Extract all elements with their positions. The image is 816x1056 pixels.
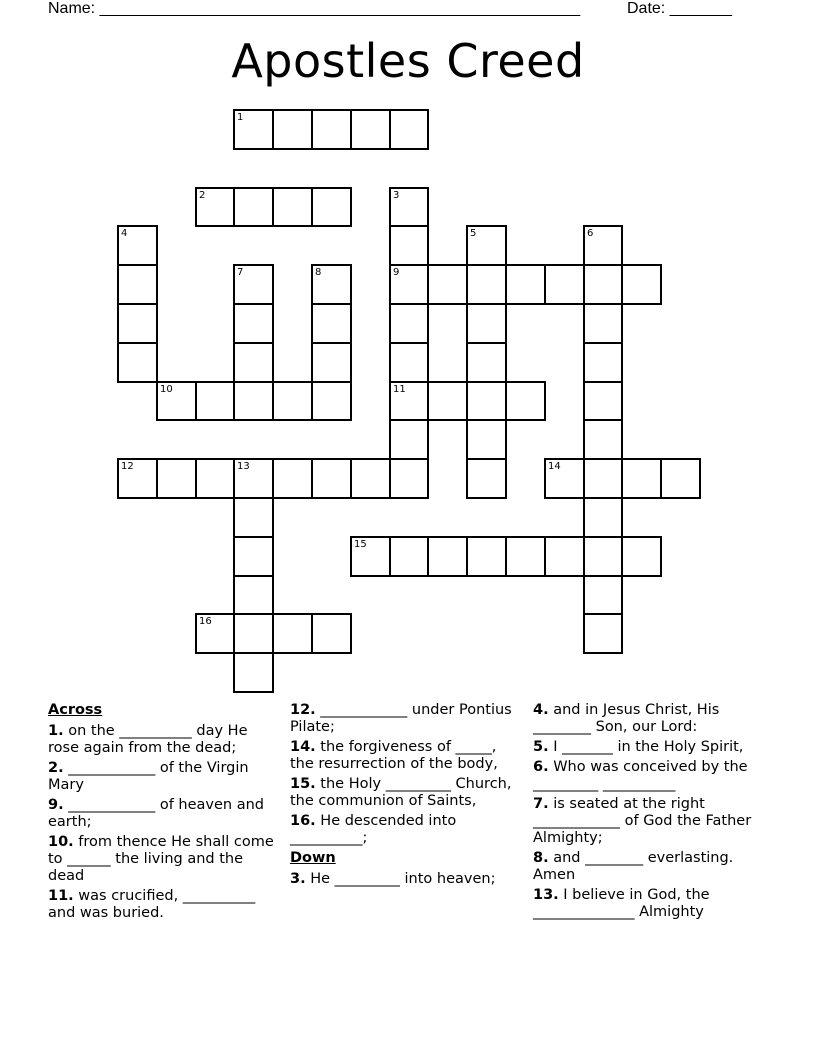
clue-number: 10. [48,834,74,850]
grid-cell[interactable] [427,536,468,577]
clue-text: He _________ into heaven; [310,871,496,887]
clue-across-10 [48,834,280,885]
grid-cell[interactable] [156,381,197,421]
grid-cell[interactable] [195,458,235,499]
cell-number: 13 [237,461,250,472]
cell-number: 11 [393,384,406,395]
grid-cell[interactable] [233,575,274,615]
grid-cell[interactable] [583,225,623,266]
grid-cell[interactable] [466,458,507,499]
grid-cell[interactable] [233,497,274,538]
grid-cell[interactable] [389,381,429,421]
cell-number: 10 [160,384,173,395]
clue-text: on the __________ day He rose again from the dead; [48,723,248,756]
grid-cell[interactable] [427,264,468,305]
name-field[interactable]: Name: ______________________________________________________ [48,0,581,17]
clue-text: I _______ in the Holy Spirit, [553,739,744,755]
grid-cell[interactable] [272,458,313,499]
clue-number: 8. [533,850,549,866]
clue-number: 3. [290,871,306,887]
grid-cell[interactable] [583,264,623,305]
grid-cell[interactable] [311,109,352,150]
grid-cell[interactable] [389,419,429,460]
cell-number: 3 [393,190,400,201]
grid-cell[interactable] [272,109,313,150]
clue-across-15 [290,776,515,810]
grid-cell[interactable] [466,225,507,266]
clue-text: and in Jesus Christ, His ________ Son, our Lord: [533,702,720,735]
cell-number: 4 [121,228,128,239]
cell-number: 9 [393,267,400,278]
grid-cell[interactable] [311,342,352,383]
grid-cell[interactable] [195,187,235,227]
grid-cell[interactable] [505,381,546,421]
grid-cell[interactable] [311,381,352,421]
cell-number: 14 [548,461,561,472]
grid-cell[interactable] [272,381,313,421]
clue-down-4 [533,702,758,736]
grid-cell[interactable] [117,264,158,305]
clues-column-1 [48,702,280,925]
grid-cell[interactable] [583,613,623,654]
clue-text: ____________ of heaven and earth; [48,797,264,830]
grid-cell[interactable] [583,458,623,499]
grid-cell[interactable] [389,109,429,150]
grid-cell[interactable] [233,652,274,693]
grid-cell[interactable] [117,225,158,266]
page-title: Apostles Creed [231,34,585,88]
grid-cell[interactable] [466,419,507,460]
grid-cell[interactable] [156,458,197,499]
grid-cell[interactable] [117,342,158,383]
clue-down-7 [533,796,758,847]
clue-down-8 [533,850,758,884]
clue-number: 13. [533,887,559,903]
grid-cell[interactable] [195,381,235,421]
grid-cell[interactable] [466,381,507,421]
grid-cell[interactable] [466,303,507,344]
grid-cell[interactable] [272,187,313,227]
grid-cell[interactable] [233,458,274,499]
grid-cell[interactable] [660,458,701,499]
grid-cell[interactable] [505,264,546,305]
cell-number: 8 [315,267,322,278]
grid-cell[interactable] [544,458,585,499]
clues-column-2 [290,702,515,891]
across-heading: Across [48,702,103,718]
grid-cell[interactable] [233,264,274,305]
clue-across-1 [48,723,280,757]
grid-cell[interactable] [583,342,623,383]
clue-number: 9. [48,797,64,813]
clue-number: 15. [290,776,316,792]
cell-number: 15 [354,539,367,550]
clue-across-16 [290,813,515,847]
grid-cell[interactable] [466,264,507,305]
cell-number: 6 [587,228,594,239]
grid-cell[interactable] [389,342,429,383]
grid-cell[interactable] [427,381,468,421]
grid-cell[interactable] [233,303,274,344]
grid-cell[interactable] [233,109,274,150]
grid-cell[interactable] [544,536,585,577]
clue-number: 12. [290,702,316,718]
clue-down-5 [533,739,758,756]
grid-cell[interactable] [311,303,352,344]
grid-cell[interactable] [350,458,391,499]
clue-down-6 [533,759,758,793]
grid-cell[interactable] [583,419,623,460]
cell-number: 7 [237,267,244,278]
date-field[interactable]: Date: _______ [627,0,732,17]
cell-number: 12 [121,461,134,472]
clues-column-3 [533,702,758,924]
clue-number: 1. [48,723,64,739]
clue-text: the forgiveness of _____, the resurrection of the body, [290,739,498,772]
grid-cell[interactable] [389,536,429,577]
grid-cell[interactable] [311,613,352,654]
clue-text: was crucified, __________ and was buried. [48,888,256,921]
grid-cell[interactable] [583,536,623,577]
grid-cell[interactable] [233,381,274,421]
grid-cell[interactable] [233,536,274,577]
grid-cell[interactable] [311,264,352,305]
grid-cell[interactable] [389,264,429,305]
clue-text: the Holy _________ Church, the communion of Saints, [290,776,512,809]
grid-cell[interactable] [505,536,546,577]
grid-cell[interactable] [389,225,429,266]
clue-number: 11. [48,888,74,904]
grid-cell[interactable] [583,575,623,615]
clue-text: ____________ under Pontius Pilate; [290,702,512,735]
grid-cell[interactable] [583,497,623,538]
grid-cell[interactable] [233,342,274,383]
grid-cell[interactable] [621,458,662,499]
cell-number: 2 [199,190,206,201]
grid-cell[interactable] [583,303,623,344]
clue-down-13 [533,887,758,921]
down-heading: Down [290,850,336,866]
grid-cell[interactable] [233,187,274,227]
clue-across-9 [48,797,280,831]
cell-number: 1 [237,112,244,123]
grid-cell[interactable] [466,342,507,383]
clue-across-2 [48,760,280,794]
clue-number: 2. [48,760,64,776]
clue-number: 6. [533,759,549,775]
grid-cell[interactable] [233,613,274,654]
clue-text: Who was conceived by the _________ __________ [533,759,748,792]
grid-cell[interactable] [389,187,429,227]
grid-cell[interactable] [389,458,429,499]
clue-text: I believe in God, the ______________ Almighty [533,887,710,920]
clue-text: and ________ everlasting. Amen [533,850,734,883]
grid-cell[interactable] [311,187,352,227]
clue-text: is seated at the right ____________ of God the Father Almighty; [533,796,752,846]
grid-cell[interactable] [350,536,391,577]
grid-cell[interactable] [311,458,352,499]
grid-cell[interactable] [583,381,623,421]
grid-cell[interactable] [272,613,313,654]
clue-text: He descended into __________; [290,813,457,846]
clue-number: 16. [290,813,316,829]
grid-cell[interactable] [389,303,429,344]
cell-number: 16 [199,616,212,627]
clue-text: from thence He shall come to ______ the living and the dead [48,834,274,884]
clue-across-14 [290,739,515,773]
grid-cell[interactable] [621,264,662,305]
clue-number: 5. [533,739,549,755]
grid-cell[interactable] [466,536,507,577]
grid-cell[interactable] [195,613,235,654]
clue-text: ____________ of the Virgin Mary [48,760,249,793]
grid-cell[interactable] [117,303,158,344]
clue-number: 7. [533,796,549,812]
clue-number: 14. [290,739,316,755]
grid-cell[interactable] [544,264,585,305]
cell-number: 5 [470,228,477,239]
grid-cell[interactable] [350,109,391,150]
clue-across-12 [290,702,515,736]
grid-cell[interactable] [117,458,158,499]
clue-across-11 [48,888,280,922]
clue-number: 4. [533,702,549,718]
grid-cell[interactable] [621,536,662,577]
clue-down-3 [290,871,515,888]
